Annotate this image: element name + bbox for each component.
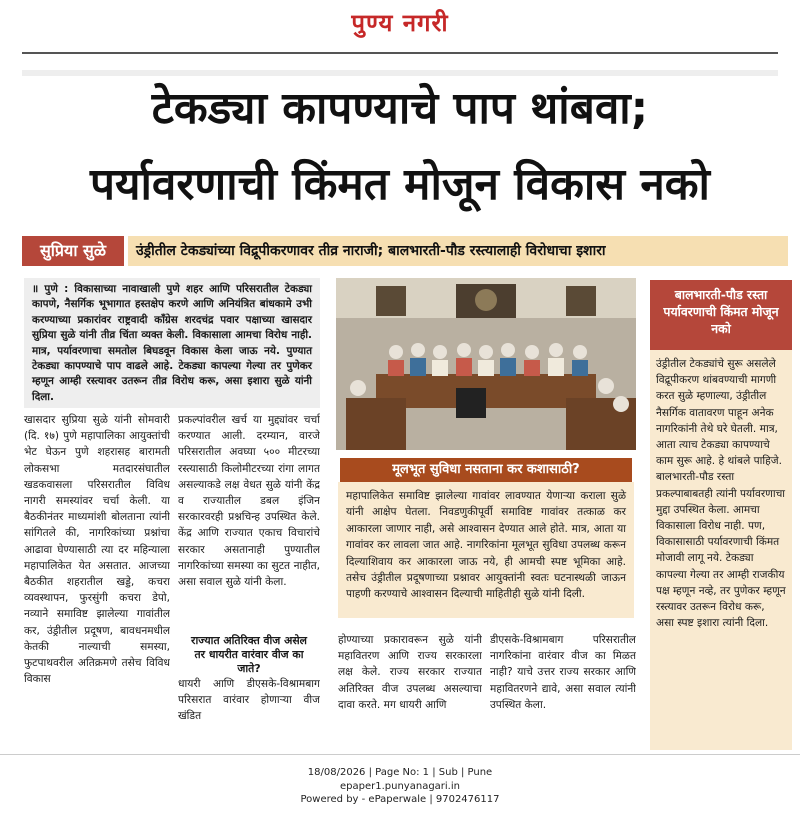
article-column-4: डीएसके-विश्रामबाग परिसरातील नागरिकांना वारंवार वीज का मिळत नाही? याचे उत्तर राज्य सरकार आणि महावितरणने द्यावे, असा सवाल त्यांनी उपस्थित केला. bbox=[490, 634, 636, 711]
footer-url[interactable]: epaper1.punyanagari.in bbox=[340, 780, 460, 792]
article-column-2-continued: धायरी आणि डीएसके-विश्रामबाग परिसरात वारंवार होणाऱ्या वीज खंडित bbox=[178, 678, 320, 723]
headline-line-2: पर्यावरणाची किंमत मोजून विकास नको bbox=[90, 159, 710, 210]
byline: सुप्रिया सुळे bbox=[22, 236, 124, 266]
article-column-3: होण्याच्या प्रकारावरून सुळे यांनी महावितरण आणि राज्य सरकारला लक्ष केले. राज्य सरकार राज्यात अतिरिक्त वीज उपलब्ध असल्याचा दावा करते. मग धायरी आणि bbox=[338, 634, 482, 711]
footer-date-page: 18/08/2026 | Page No: 1 | Sub | Pune bbox=[307, 767, 493, 778]
subsection-heading: राज्यात अतिरिक्त वीज असेल तर धायरीत वारंवार वीज का जाते? bbox=[191, 634, 307, 675]
article-column-1: खासदार सुप्रिया सुळे यांनी सोमवारी (दि. १७) पुणे महापालिका आयुक्तांची भेट घेऊन पुणे शहरासह बारामती लोकसभा मतदारसंघातील खडकवासला परिसरातील विविध नागरी समस्यांवर चर्चा केली. या बैठकीनंतर माध्यमांशी बोलताना त्यांनी सांगितले की, नागरिकांच्या प्रश्नांचा आढावा घेण्यासाठी त्या दर महिन्याला महापालिकेत येत असतात. आजच्या बैठकीत शहरातील खड्डे, कचरा व्यवस्थापन, फुरसुंगी कचरा डेपो, नव्याने समाविष्ट झालेल्या गावांतील कर, उंड्रीतील प्रदूषण, बावधनमधील केतकी नाल्याची समस्या, फुटपाथवरील अतिक्रमणे तसेच विविध विकास bbox=[24, 414, 170, 686]
headline-line-1: टेकड्या कापण्याचे पाप थांबवा; bbox=[151, 83, 649, 134]
sidebar-title: बालभारती-पौड रस्ता पर्यावरणाची किंमत मोजून नको bbox=[650, 280, 792, 350]
footer-powered-by: Powered by - ePaperwale | 9702476117 bbox=[300, 794, 500, 805]
subheadline: उंड्रीतील टेकड्यांच्या विद्रूपीकरणावर तीव्र नाराजी; बालभारती-पौड रस्त्यालाही विरोधाचा इशारा bbox=[128, 236, 788, 266]
inset-body: महापालिकेत समाविष्ट झालेल्या गावांवर लावण्यात येणाऱ्या कराला सुळे यांनी आक्षेप घेतला. निवडणुकीपूर्वी समाविष्ट गावांवर तत्काळ कर आकारला जाणार नाही, असे आश्वासन देण्यात आले होते. मात्र, आता या गावांवर कर लावला जात आहे. नागरिकांना मूलभूत सुविधा उपलब्ध करून दिल्याशिवाय कर आकारला जाऊ नये, ही आमची स्पष्ट भूमिका आहे. तसेच उंड्रीतील प्रदूषणाच्या प्रश्नावर आयुक्तांनी स्वतः घटनास्थळी जाऊन पाहणी करण्याचे आश्वासन दिल्याची माहितीही सुळे यांनी दिली. bbox=[338, 482, 634, 618]
newspaper-logo[interactable] bbox=[0, 6, 800, 39]
sidebar-body: उंड्रीतील टेकड्यांचे सुरू असलेले विद्रूपीकरण थांबवण्याची मागणी करत सुळे म्हणाल्या, उंड्रीतील नैसर्गिक वातावरण पाहून अनेक नागरिकांनी तेथे घरे घेतली. मात्र, आता त्याच टेकड्या कापण्याचे काम सुरू आहे. हे थांबले पाहिजे. बालभारती-पौड रस्ता प्रकल्पाबाबतही त्यांनी पर्यावरणाचा मुद्दा उपस्थित केला. आमचा विकासाला विरोध नाही. पण, विकासासाठी पर्यावरणाची किंमत मोजावी लागू नये. टेकड्या कापल्या गेल्या तर आम्ही राजकीय पक्ष म्हणून नव्हे, तर पुणेकर म्हणून रस्त्यावर उतरून विरोध करू, असा स्पष्ट इशारा त्यांनी दिला. bbox=[650, 350, 792, 750]
footer-rule bbox=[0, 754, 800, 755]
masthead-band bbox=[22, 70, 778, 76]
masthead-rule bbox=[22, 52, 778, 54]
intro-paragraph: ॥ पुणे : विकासाच्या नावाखाली पुणे शहर आणि परिसरातील टेकड्या कापणे, नैसर्गिक भूभागात हस्तक्षेप करणे आणि अनियंत्रित बांधकामे उभी करण्याच्या प्रकारांवर राष्ट्रवादी काँग्रेस शरदचंद्र पवार पक्षाच्या खासदार सुप्रिया सुळे यांनी तीव्र चिंता व्यक्त केली. विकासाला आमचा विरोध नाही. मात्र, पर्यावरणाचा समतोल बिघडवून विकास केला जाऊ नये. पुण्यात टेकड्या कापण्याचे पाप वाढले आहे. टेकड्या कापल्या गेल्या तर पुणेकर म्हणून आम्ही रस्त्यावर उतरून तीव्र विरोध करू, असा इशारा सुळे यांनी दिला. bbox=[24, 278, 320, 408]
logo-text: पुण्य नगरी bbox=[351, 9, 449, 37]
meeting-photo bbox=[336, 278, 636, 450]
page-footer bbox=[0, 766, 800, 807]
article-column-2: प्रकल्पांवरील खर्च या मुद्द्यांवर चर्चा करण्यात आली. दरम्यान, वारजे परिसरातील अवघ्या ५०० मीटरच्या रस्त्यासाठी किलोमीटरच्या रांगा लागत असल्याकडे लक्ष वेधत सुळे यांनी केंद्र व राज्यातील डबल इंजिन सरकारवरही प्रश्नचिन्ह उपस्थित केले. केंद्र आणि राज्यात एकाच विचारांचे सरकार असतानाही पुण्यातील नागरिकांच्या समस्या का सुटत नाहीत, असा सवाल सुळे यांनी केला. bbox=[178, 414, 320, 589]
inset-title: मूलभूत सुविधा नसताना कर कशासाठी? bbox=[340, 458, 632, 482]
